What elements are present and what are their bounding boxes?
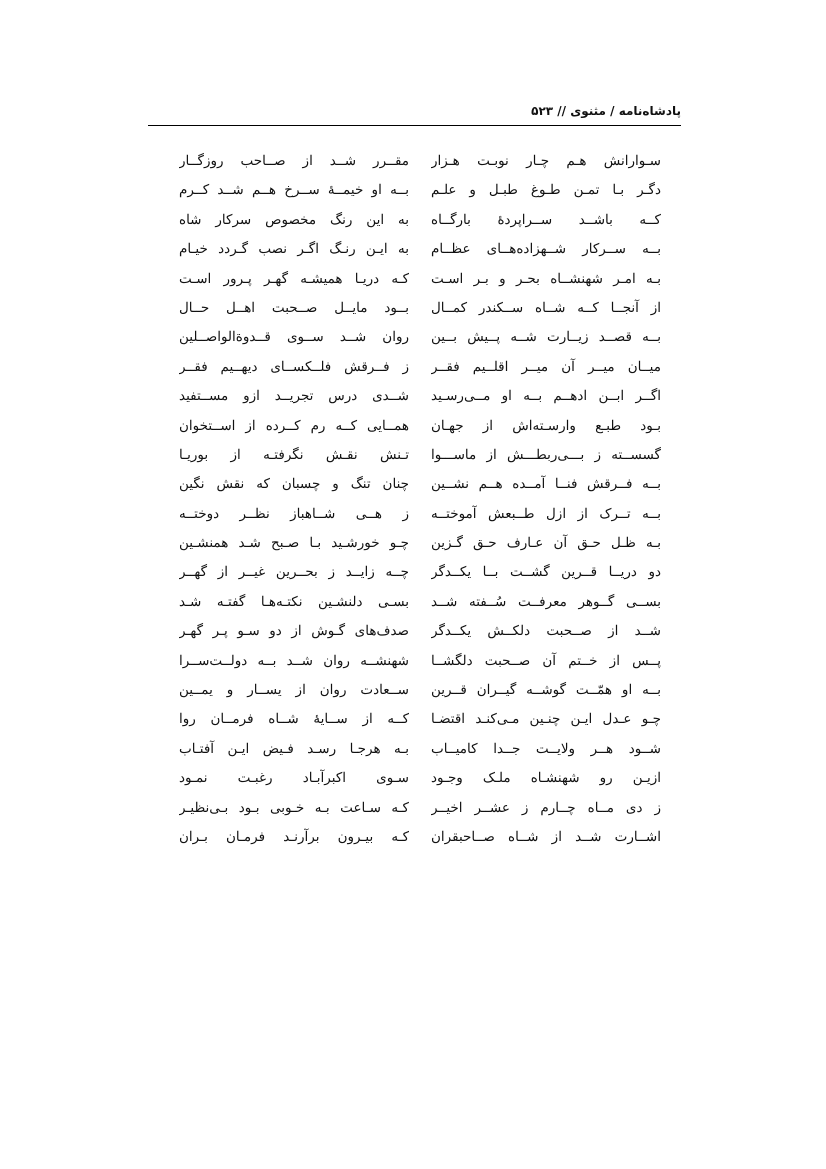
- verse-line: چـو عـدل ایـن چنـین مـی‌کنـد اقتضـا: [431, 711, 661, 728]
- verse-line: شــد از صــحبت دلکــش یکــدگر: [431, 623, 661, 640]
- verse-line: بـود طبـع وارسـته‌اش از جهـان: [431, 417, 661, 434]
- poem-right-column: [431, 147, 661, 852]
- verse-line: کـه دریـا همیشـه گهـر پـرور اسـت: [179, 270, 409, 287]
- verse-line: چنان تنگ و چسبان که نقش نگین: [179, 476, 409, 493]
- verse-line: اشــارت شــد از شــاه صــاحبقران: [431, 828, 661, 845]
- verse-line: کــه از ســایهٔ شــاه فرمــان روا: [179, 711, 409, 728]
- verse-line: بـه ظـل حـق آن عـارف حـق گـزین: [431, 535, 661, 552]
- verse-line: بــه او خیمــهٔ ســرخ هــم شــد کــرم: [179, 182, 409, 199]
- verse-line: همــایی کــه رم کــرده از اســتخوان: [179, 417, 409, 434]
- verse-line: بــود مایــل صــحبت اهــل حــال: [179, 299, 409, 316]
- verse-line: ازیـن رو شهنشـاه ملـک وجـود: [431, 770, 661, 787]
- verse-line: کـه سـاعت بـه خـوبی بـود بـی‌نظیـر: [179, 799, 409, 816]
- verse-line: ز هــی شــاهباز نظــر دوختــه: [179, 505, 409, 522]
- verse-line: بــه او همّــت گوشــه گیــران قــرین: [431, 682, 661, 699]
- running-header: پادشاه‌نامه / مثنوی // ۵۲۳: [531, 104, 681, 118]
- verse-line: شــدی درس تجریــد ازو مســتفید: [179, 388, 409, 405]
- verse-line: شهنشــه روان شــد بــه دولــت‌ســرا: [179, 652, 409, 669]
- verse-line: بــه ســرکار شــهزاده‌هــای عظــام: [431, 241, 661, 258]
- header-rule: [148, 125, 681, 126]
- verse-line: از آنجــا کــه شــاه ســکندر کمــال: [431, 299, 661, 316]
- verse-line: میــان میــر آن میــر اقلــیم فقــر: [431, 358, 661, 375]
- verse-line: به ایـن رنـگ اگـر نصب گـردد خیـام: [179, 241, 409, 258]
- verse-line: گسســته ز بـــی‌ربطـــش از ماســـوا: [431, 446, 661, 463]
- verse-line: بــه تــرک از ازل طــبعش آموختــه: [431, 505, 661, 522]
- verse-line: بــه قصــد زیــارت شــه پــیش بــین: [431, 329, 661, 346]
- verse-line: روان شــد ســوی قــدوةالواصــلین: [179, 329, 409, 346]
- poem-left-column: [179, 147, 409, 852]
- verse-line: شــود هــر ولایــت جــدا کامیــاب: [431, 740, 661, 757]
- verse-line: بســی گــوهر معرفــت سُــفته شــد: [431, 593, 661, 610]
- verse-line: ز دی مــاه چــارم ز عشــر اخیــر: [431, 799, 661, 816]
- verse-line: دگـر بـا تمـن طـوغ طبـل و علـم: [431, 182, 661, 199]
- verse-line: دو دریــا قــرین گشــت بــا یکــدگر: [431, 564, 661, 581]
- verse-line: ز فــرقش فلــکســای دیهــیم فقــر: [179, 358, 409, 375]
- verse-line: اگــر ابــن ادهــم بــه او مــی‌رسـید: [431, 388, 661, 405]
- verse-line: چـو خورشـید بـا صـبح شـد همنشـین: [179, 535, 409, 552]
- verse-line: بــه فــرقش فنــا آمــده هــم نشــین: [431, 476, 661, 493]
- verse-line: مقــرر شــد از صــاحب روزگــار: [179, 153, 409, 169]
- verse-line: سـوی اکبرآبـاد رغبـت نمـود: [179, 770, 409, 787]
- verse-line: به این رنگ مخصوص سرکار شاه: [179, 211, 409, 228]
- verse-line: کـه بیـرون برآرنـد فرمـان بـران: [179, 828, 409, 845]
- verse-line: بسـی دلنشـین نکتـه‌هـا گفتـه شـد: [179, 593, 409, 610]
- verse-line: بـه امـر شهنشــاه بحـر و بـر اسـت: [431, 270, 661, 287]
- verse-line: کــه باشــد ســراپردهٔ بارگــاه: [431, 211, 661, 228]
- verse-line: پــس از خــتم آن صــحبت دلگشــا: [431, 652, 661, 669]
- verse-line: سـوارانش هـم چـار نوبـت هـزار: [431, 153, 661, 169]
- verse-line: تـنش نقـش نگرفتـه از بوریـا: [179, 446, 409, 463]
- verse-line: چــه زایــد ز بحــرین غیــر از گهــر: [179, 564, 409, 581]
- verse-line: بـه هرجـا رسـد فـیض ایـن آفتـاب: [179, 740, 409, 757]
- verse-line: ســعادت روان از یســار و یمــین: [179, 682, 409, 699]
- verse-line: صدف‌های گـوش از دو سـو پـر گهـر: [179, 623, 409, 640]
